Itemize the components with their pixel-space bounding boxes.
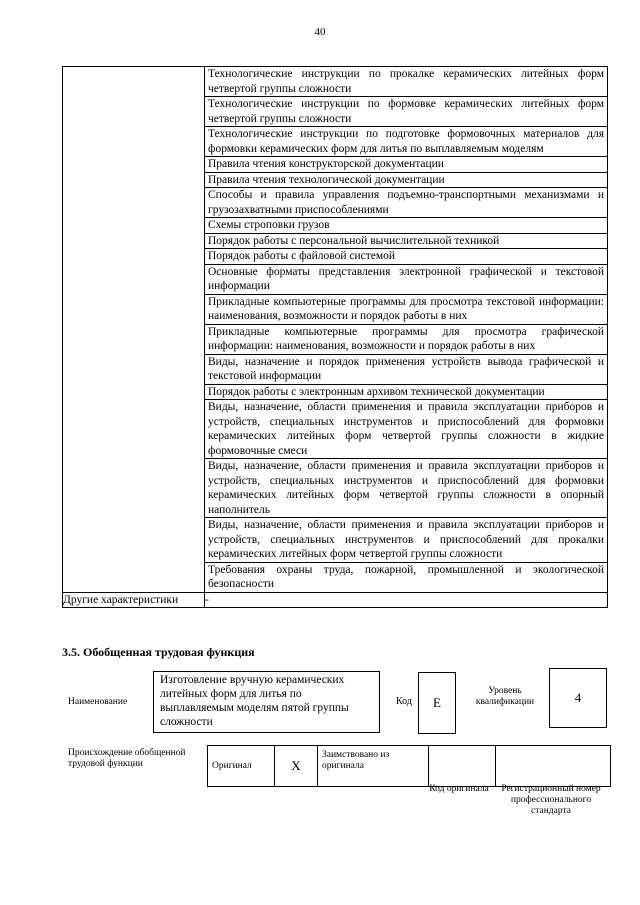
knowledge-item: Правила чтения конструкторской документации — [205, 157, 607, 173]
knowledge-table — [62, 66, 608, 608]
other-characteristics-label: Другие характеристики — [63, 592, 205, 607]
other-characteristics-value: - — [205, 592, 608, 607]
knowledge-item: Виды, назначение, области применения и правила эксплуатации приборов и устройств, специальных инструментов и приспособлений для прокалки керамических литейных форм четвертой группы сложности — [205, 518, 607, 563]
reg-number-caption: Регистрационный номер профессионального стандарта — [501, 784, 601, 816]
original-mark: X — [275, 746, 318, 787]
code-label: Код — [396, 696, 412, 707]
knowledge-item: Способы и правила управления подъемно-транспортными механизмами и грузозахватными приспособлениями — [205, 188, 607, 218]
qualification-level-label: Уровень квалификации — [475, 686, 535, 707]
knowledge-items — [205, 67, 607, 592]
origin-row — [208, 746, 611, 787]
knowledge-item: Правила чтения технологической документации — [205, 173, 607, 189]
function-code-value: E — [418, 672, 456, 734]
knowledge-item: Порядок работы с файловой системой — [205, 249, 607, 265]
section-heading: 3.5. Обобщенная трудовая функция — [62, 645, 255, 659]
knowledge-item: Прикладные компьютерные программы для просмотра текстовой информации: наименования, возможности и порядок работы в них — [205, 295, 607, 325]
reg-number-cell — [496, 746, 611, 787]
knowledge-item: Порядок работы с электронным архивом технической документации — [205, 385, 607, 401]
knowledge-left-cell — [63, 67, 205, 593]
knowledge-item: Основные форматы представления электронной графической и текстовой информации — [205, 265, 607, 295]
origin-code-caption: Код оригинала — [429, 784, 489, 794]
knowledge-item: Технологические инструкции по формовке керамических литейных форм четвертой группы сложности — [205, 97, 607, 127]
knowledge-item: Схемы строповки грузов — [205, 218, 607, 234]
knowledge-item: Технологические инструкции по прокалке керамических литейных форм четвертой группы сложности — [205, 67, 607, 97]
name-label: Наименование — [68, 697, 128, 707]
page-number: 40 — [314, 26, 326, 38]
qualification-level-value: 4 — [549, 668, 607, 728]
knowledge-item: Технологические инструкции по подготовке формовочных материалов для формовки керамических форм для литья по выплавляемым моделям — [205, 127, 607, 157]
other-characteristics-row — [63, 592, 608, 607]
borrowed-label: Заимствовано из оригинала — [318, 746, 429, 787]
function-name-value: Изготовление вручную керамических литейных форм для литья по выплавляемым моделям пятой группы сложности — [153, 671, 380, 733]
original-label: Оригинал — [208, 746, 275, 787]
knowledge-item: Виды, назначение, области применения и правила эксплуатации приборов и устройств, специальных инструментов и приспособлений для формовки керамических литейных форм четвертой группы сложности в опорный наполнитель — [205, 459, 607, 518]
knowledge-item: Порядок работы с персональной вычислительной техникой — [205, 234, 607, 250]
knowledge-item: Требования охраны труда, пожарной, промышленной и экологической безопасности — [208, 563, 604, 590]
knowledge-item: Виды, назначение и порядок применения устройств вывода графической и текстовой информации — [205, 355, 607, 385]
knowledge-items-cell — [205, 67, 608, 593]
knowledge-item: Виды, назначение, области применения и правила эксплуатации приборов и устройств, специальных инструментов и приспособлений для формовки керамических литейных форм четвертой группы сложности в жидкие формовочные смеси — [205, 400, 607, 459]
knowledge-row — [63, 67, 608, 593]
origin-code-cell — [429, 746, 496, 787]
origin-label: Происхождение обобщенной трудовой функции — [68, 748, 186, 769]
origin-table — [207, 745, 611, 787]
knowledge-item: Прикладные компьютерные программы для просмотра графической информации: наименования, возможности и порядок работы в них — [205, 325, 607, 355]
